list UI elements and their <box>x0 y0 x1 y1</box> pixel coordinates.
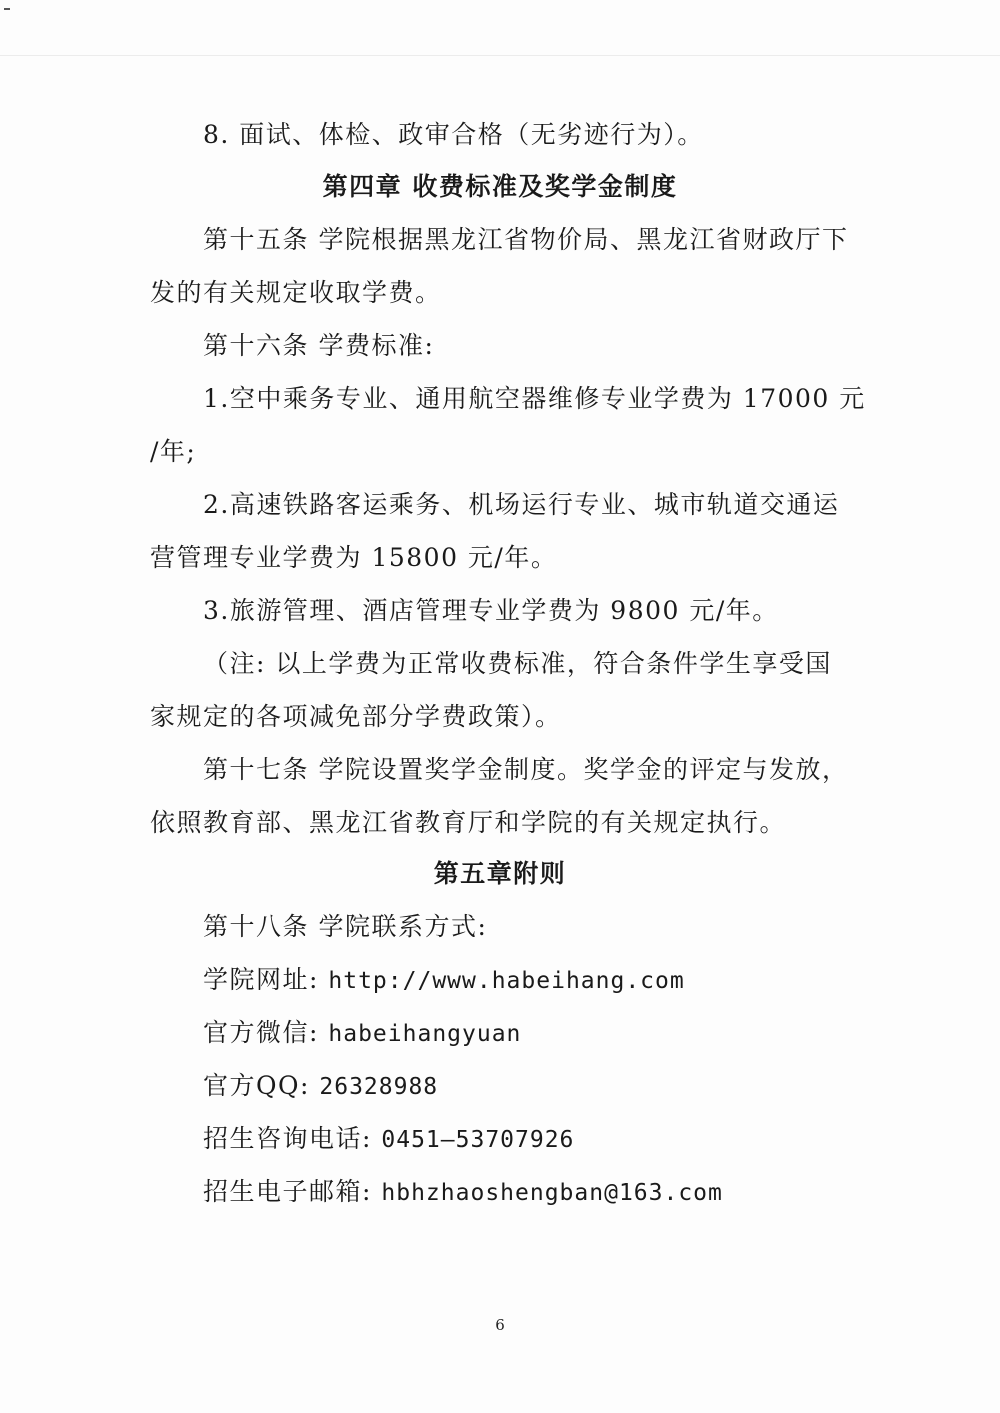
contact-qq <box>203 1069 903 1104</box>
wechat-label: 官方微信: <box>203 1018 319 1047</box>
email-label: 招生电子邮箱: <box>203 1177 372 1206</box>
email-value: hbhzhaoshengban@163.com <box>381 1180 723 1206</box>
fee-standard-1-line-1: 1.空中乘务专业、通用航空器维修专业学费为 17000 元 <box>203 384 866 413</box>
chapter-4-title: 第四章 收费标准及奖学金制度 <box>322 172 678 201</box>
website-label: 学院网址: <box>203 965 319 994</box>
contact-website <box>203 963 903 998</box>
fee-note-line-2: 家规定的各项减免部分学费政策）。 <box>150 702 562 731</box>
scan-edge-line <box>0 55 1000 56</box>
fee-note-line-1: （注: 以上学费为正常收费标准，符合条件学生享受国 <box>203 649 832 678</box>
article-15-line-1: 第十五条 学院根据黑龙江省物价局、黑龙江省财政厅下 <box>203 225 849 254</box>
chapter-5-title: 第五章附则 <box>433 859 567 888</box>
contact-phone <box>203 1122 903 1157</box>
admission-requirement-8: 8. 面试、体检、政审合格（无劣迹行为）。 <box>203 120 704 149</box>
article-17-line-2: 依照教育部、黑龙江省教育厅和学院的有关规定执行。 <box>150 808 787 837</box>
article-17-line-1: 第十七条 学院设置奖学金制度。奖学金的评定与发放， <box>203 755 849 784</box>
phone-label: 招生咨询电话: <box>203 1124 372 1153</box>
contact-email <box>203 1175 903 1210</box>
article-16-heading: 第十六条 学费标准: <box>203 331 435 360</box>
wechat-value: habeihangyuan <box>328 1021 522 1047</box>
qq-value: 26328988 <box>319 1074 439 1100</box>
website-value: http://www.habeihang.com <box>328 968 685 994</box>
contact-wechat <box>203 1016 903 1051</box>
fee-standard-2-line-2: 营管理专业学费为 15800 元/年。 <box>150 543 558 572</box>
fee-standard-2-line-1: 2.高速铁路客运乘务、机场运行专业、城市轨道交通运 <box>203 490 840 519</box>
fee-standard-3: 3.旅游管理、酒店管理专业学费为 9800 元/年。 <box>203 596 779 625</box>
article-18-heading: 第十八条 学院联系方式: <box>203 912 488 941</box>
scan-mark <box>4 8 10 10</box>
article-15-line-2: 发的有关规定收取学费。 <box>150 278 442 307</box>
page-number: 6 <box>495 1316 505 1334</box>
fee-standard-1-line-2: /年; <box>150 437 197 466</box>
phone-value: 0451—53707926 <box>381 1127 575 1153</box>
qq-label: 官方QQ: <box>203 1071 310 1100</box>
